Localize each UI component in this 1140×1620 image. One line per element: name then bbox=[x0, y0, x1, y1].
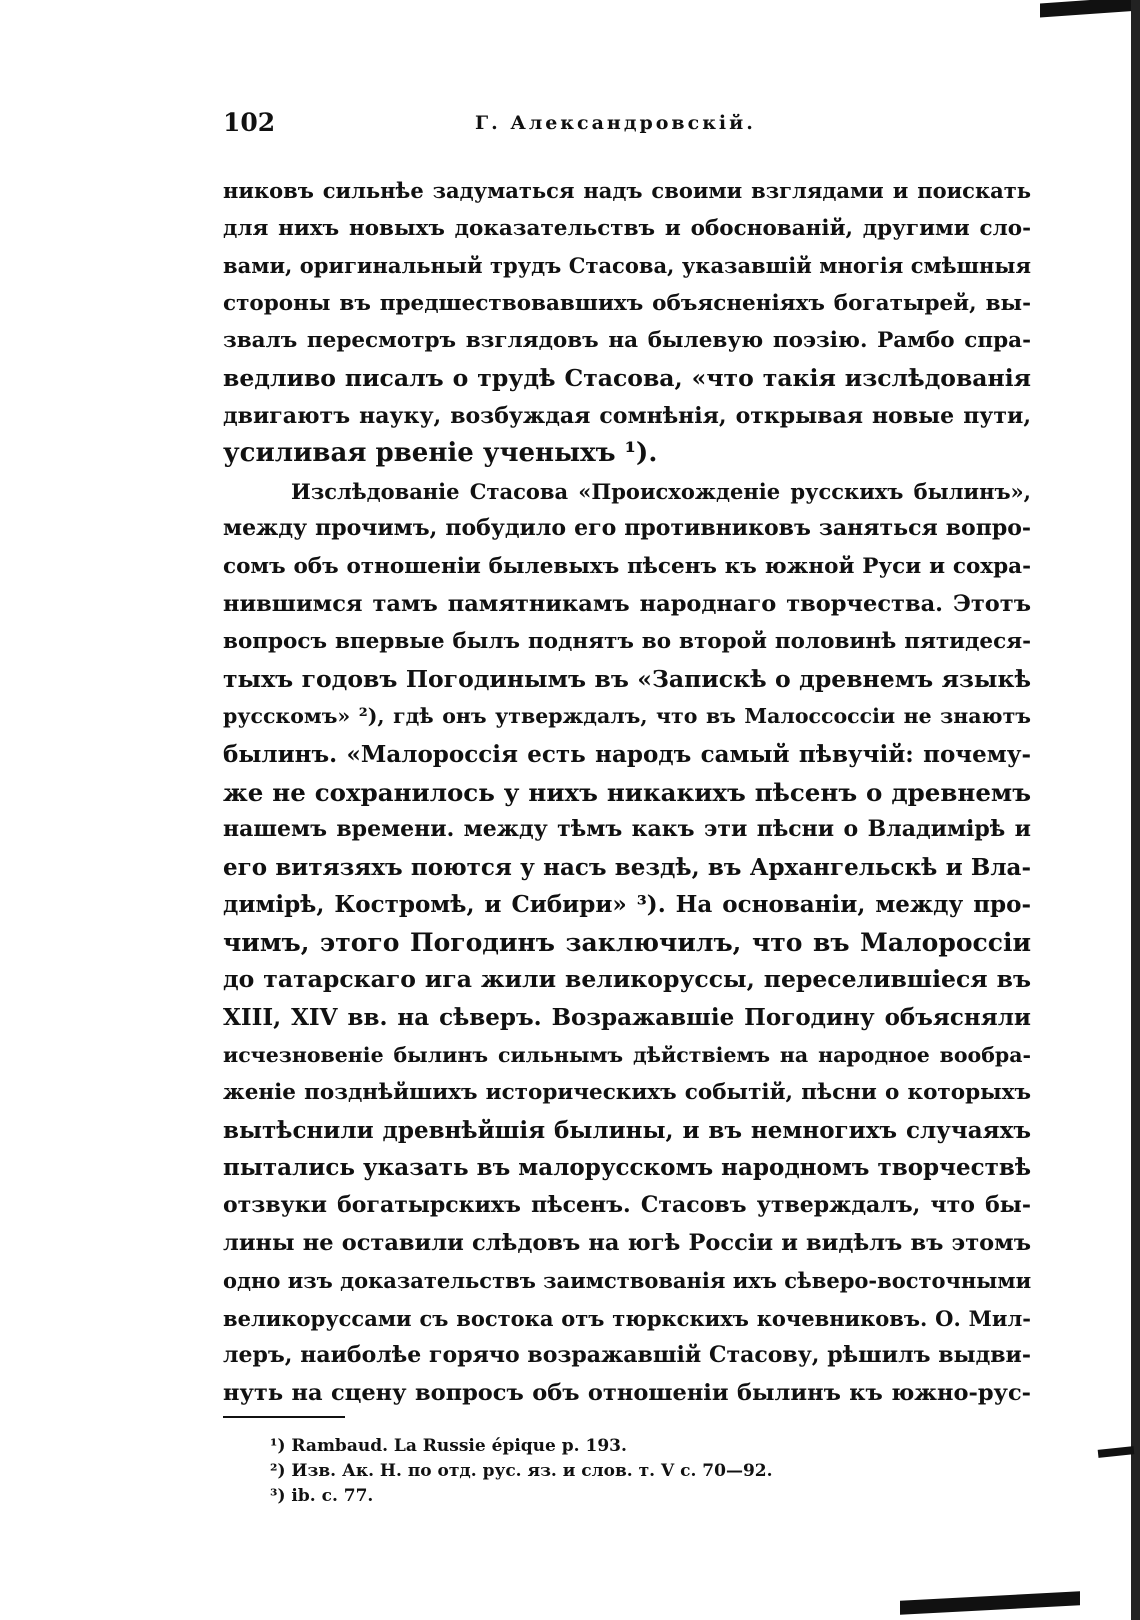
text-line: же не сохранилось у нихъ никакихъ пѣсенъ о древнемъ bbox=[223, 777, 1031, 807]
footnote-3: ³) ib. с. 77. bbox=[270, 1486, 374, 1506]
text-line: сомъ объ отношеніи былевыхъ пѣсенъ къ южной Руси и сохра- bbox=[223, 553, 1031, 579]
text-line: леръ, наиболѣе горячо возражавшій Стасову, рѣшилъ выдви- bbox=[223, 1342, 1031, 1369]
text-line: двигаютъ науку, возбуждая сомнѣнія, открывая новые пути, bbox=[223, 402, 1031, 429]
text-line: Изслѣдованіе Стасова «Происхожденіе русскихъ былинъ», bbox=[291, 478, 1031, 504]
text-line: тыхъ годовъ Погодинымъ въ «Запискѣ о древнемъ языкѣ bbox=[223, 664, 1031, 693]
text-line: вопросъ впервые былъ поднятъ во второй половинѣ пятидеся- bbox=[223, 629, 1031, 655]
text-line: его витязяхъ поются у насъ вездѣ, въ Архангельскѣ и Вла- bbox=[223, 853, 1031, 881]
text-line: для нихъ новыхъ доказательствъ и обоснованій, другими сло- bbox=[223, 215, 1031, 241]
text-line: звалъ пересмотръ взглядовъ на былевую поэзію. Рамбо спра- bbox=[223, 328, 1031, 354]
text-line: великоруссами съ востока отъ тюркскихъ кочевниковъ. О. Мил- bbox=[223, 1305, 1031, 1331]
footnotes bbox=[270, 1434, 773, 1509]
text-line: усиливая рвеніе ученыхъ ¹). bbox=[223, 438, 658, 469]
text-line: никовъ сильнѣе задуматься надъ своими взглядами и поискать bbox=[223, 178, 1031, 203]
text-line: ведливо писалъ о трудѣ Стасова, «что такія изслѣдованія bbox=[223, 363, 1031, 392]
text-line: исчезновеніе былинъ сильнымъ дѣйствіемъ на народное вообра- bbox=[223, 1042, 1031, 1067]
footnote-rule bbox=[223, 1416, 345, 1418]
page-header bbox=[223, 108, 1031, 142]
text-line: былинъ. «Малороссія есть народъ самый пѣвучій: почему- bbox=[223, 740, 1031, 768]
text-line: пытались указать въ малорусскомъ народномъ творчествѣ bbox=[223, 1154, 1031, 1182]
text-line: нуть на сцену вопросъ объ отношеніи былинъ къ южно-рус- bbox=[223, 1380, 1031, 1406]
text-line: димірѣ, Костромѣ, и Сибири» ³). На основаніи, между про- bbox=[223, 891, 1031, 919]
scan-artifact-right-edge bbox=[1131, 0, 1140, 1620]
text-line: до татарскаго ига жили великоруссы, переселившіеся въ bbox=[223, 965, 1031, 994]
text-line: русскомъ» ²), гдѣ онъ утверждалъ, что въ Малоссоссіи не знаютъ bbox=[223, 704, 1031, 729]
text-line: женіе позднѣйшихъ историческихъ событій, пѣсни о которыхъ bbox=[223, 1080, 1031, 1106]
scan-artifact-bottom bbox=[900, 1591, 1080, 1614]
scan-artifact-right-mid bbox=[1098, 1446, 1135, 1458]
text-line: стороны въ предшествовавшихъ объясненіяхъ богатырей, вы- bbox=[223, 290, 1031, 316]
text-line: отзвуки богатырскихъ пѣсенъ. Стасовъ утверждалъ, что бы- bbox=[223, 1192, 1031, 1219]
body-text bbox=[223, 172, 1031, 1413]
text-line: нившимся тамъ памятникамъ народнаго творчества. Этотъ bbox=[223, 590, 1031, 617]
footnote-2: ²) Изв. Ак. Н. по отд. рус. яз. и слов. т. V с. 70—92. bbox=[270, 1461, 773, 1481]
text-line: нашемъ времени. между тѣмъ какъ эти пѣсни о Владимірѣ и bbox=[223, 816, 1031, 843]
text-line: одно изъ доказательствъ заимствованія ихъ сѣверо-восточными bbox=[223, 1268, 1032, 1294]
text-line: чимъ, этого Погодинъ заключилъ, что въ Малороссіи bbox=[223, 927, 1031, 957]
text-line: XIII, XIV вв. на сѣверъ. Возражавшіе Погодину объясняли bbox=[223, 1004, 1031, 1032]
text-line: между прочимъ, побудило его противниковъ заняться вопро- bbox=[223, 515, 1031, 542]
text-line: вытѣснили древнѣйшія былины, и въ немногихъ случаяхъ bbox=[223, 1116, 1031, 1144]
footnote-1: ¹) Rambaud. La Russie épique p. 193. bbox=[270, 1436, 627, 1456]
text-line: лины не оставили слѣдовъ на югѣ Россіи и видѣлъ въ этомъ bbox=[223, 1229, 1031, 1256]
running-title: Г. Александровскій. bbox=[475, 112, 756, 134]
page-number: 102 bbox=[223, 108, 276, 137]
text-line: вами, оригинальный трудъ Стасова, указавшій многія смѣшныя bbox=[223, 253, 1031, 279]
scan-artifact-top bbox=[1040, 0, 1140, 17]
